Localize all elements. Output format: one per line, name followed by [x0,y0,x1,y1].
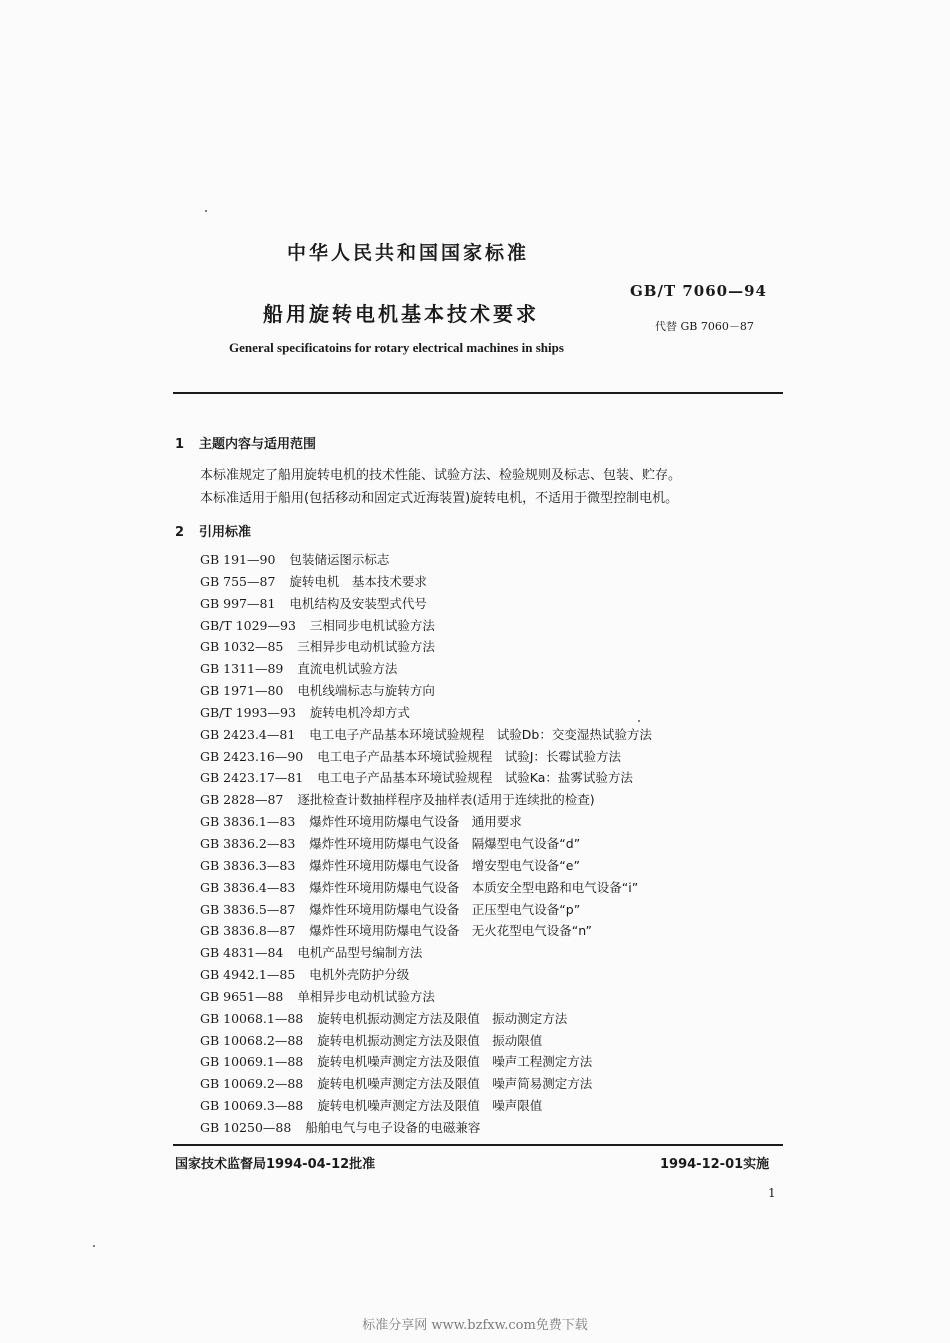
reference-title: 旋转电机噪声测定方法及限值 噪声工程测定方法 [317,1054,593,1070]
reference-code: GB 2423.16—90 [200,748,304,764]
reference-code: GB 10068.1—88 [200,1010,304,1026]
section-2-heading [175,521,251,540]
reference-title: 三相同步电机试验方法 [309,617,435,633]
reference-title: 旋转电机冷却方式 [309,704,410,720]
document-title-cn: 船用旋转电机基本技术要求 [263,302,539,326]
reference-title: 旋转电机振动测定方法及限值 振动限值 [317,1032,543,1048]
reference-item [200,986,652,1008]
reference-item [200,636,652,658]
reference-code: GB 4942.1—85 [200,967,296,983]
implementation-date: 1994-12-01实施 [660,1157,770,1172]
reference-title: 电工电子产品基本环境试验规程 试验Ka：盐雾试验方法 [317,770,633,786]
reference-item [200,702,652,724]
watermark: 标准分享网 www.bzfxw.com免费下载 [362,1318,588,1333]
reference-item [200,1095,652,1117]
reference-title: 电机产品型号编制方法 [297,945,423,961]
reference-title: 单相异步电动机试验方法 [297,988,435,1004]
reference-title: 爆炸性环境用防爆电气设备 本质安全型电路和电气设备“i” [309,879,639,895]
reference-code: GB 10069.2—88 [200,1076,304,1092]
reference-code: GB 2828—87 [200,792,284,808]
reference-code: GB 1311—89 [200,661,284,677]
page-number: 1 [768,1186,776,1200]
reference-item [200,593,652,615]
reference-list [200,549,652,1139]
reference-code: GB 997—81 [200,595,276,611]
section-1-heading [175,433,316,452]
reference-title: 爆炸性环境用防爆电气设备 正压型电气设备“p” [309,901,581,917]
reference-code: GB 755—87 [200,573,276,589]
section-1-paragraph: 本标准规定了船用旋转电机的技术性能、试验方法、检验规则及标志、包装、贮存。 [200,468,682,483]
reference-title: 船舶电气与电子设备的电磁兼容 [305,1119,481,1135]
scan-speck [205,210,207,212]
reference-item [200,746,652,768]
reference-title: 电机外壳防护分级 [309,967,410,983]
reference-item [200,571,652,593]
approval-date: 国家技术监督局1994-04-12批准 [175,1157,376,1172]
reference-code: GB/T 1993—93 [200,704,296,720]
national-standard-heading: 中华人民共和国国家标准 [287,242,530,264]
reference-title: 爆炸性环境用防爆电气设备 无火花型电气设备“n” [309,923,592,939]
reference-item [200,1051,652,1073]
reference-item [200,1073,652,1095]
reference-item [200,942,652,964]
reference-code: GB 3836.8—87 [200,923,296,939]
reference-item [200,724,652,746]
reference-title: 旋转电机振动测定方法及限值 振动测定方法 [317,1010,568,1026]
section-title: 主题内容与适用范围 [199,437,317,452]
reference-code: GB 2423.17—81 [200,770,304,786]
reference-title: 电机结构及安装型式代号 [289,595,427,611]
reference-title: 三相异步电动机试验方法 [297,639,435,655]
reference-code: GB 1032—85 [200,639,284,655]
scan-speck [93,1245,95,1247]
replaces-standard: 代替 GB 7060－87 [655,320,754,333]
reference-item [200,615,652,637]
reference-title: 爆炸性环境用防爆电气设备 隔爆型电气设备“d” [309,835,581,851]
reference-title: 电工电子产品基本环境试验规程 试验Db：交变湿热试验方法 [309,726,652,742]
reference-code: GB 191—90 [200,552,276,567]
reference-code: GB/T 1029—93 [200,617,296,633]
reference-code: GB 3836.3—83 [200,857,296,873]
reference-item [200,1030,652,1052]
reference-code: GB 10069.1—88 [200,1054,304,1070]
reference-item [200,1008,652,1030]
document-title-en: General specificatoins for rotary electrical machines in ships [229,340,564,355]
reference-item [200,789,652,811]
reference-code: GB 4831—84 [200,945,284,961]
reference-title: 爆炸性环境用防爆电气设备 通用要求 [309,814,522,830]
reference-item [200,833,652,855]
reference-code: GB 9651—88 [200,988,284,1004]
reference-code: GB 3836.4—83 [200,879,296,895]
reference-title: 旋转电机噪声测定方法及限值 噪声限值 [317,1098,543,1114]
reference-item [200,811,652,833]
section-number: 2 [175,525,185,540]
reference-code: GB 10250—88 [200,1119,292,1135]
reference-code: GB 2423.4—81 [200,726,296,742]
section-title: 引用标准 [199,525,252,540]
standard-number: GB/T 7060—94 [630,282,767,300]
reference-item [200,658,652,680]
section-1-paragraph: 本标准适用于船用(包括移动和固定式近海装置)旋转电机，不适用于微型控制电机。 [200,491,679,506]
reference-item [200,920,652,942]
reference-code: GB 1971—80 [200,683,284,699]
reference-title: 爆炸性环境用防爆电气设备 增安型电气设备“e” [309,857,580,873]
reference-title: 电机线端标志与旋转方向 [297,683,435,699]
reference-code: GB 3836.2—83 [200,835,296,851]
reference-code: GB 3836.5—87 [200,901,296,917]
reference-title: 电工电子产品基本环境试验规程 试验J：长霉试验方法 [317,748,621,764]
reference-title: 旋转电机 基本技术要求 [289,573,427,589]
reference-code: GB 3836.1—83 [200,814,296,830]
reference-title: 包装储运图示标志 [289,552,390,567]
reference-item [200,680,652,702]
section-number: 1 [175,437,185,452]
reference-item [200,549,652,571]
reference-title: 逐批检查计数抽样程序及抽样表(适用于连续批的检查) [297,792,595,808]
reference-code: GB 10069.3—88 [200,1098,304,1114]
footer-divider [173,1144,783,1146]
reference-item [200,877,652,899]
header-divider [173,392,783,394]
reference-item [200,899,652,921]
reference-item [200,767,652,789]
reference-item [200,1117,652,1139]
reference-title: 旋转电机噪声测定方法及限值 噪声简易测定方法 [317,1076,593,1092]
reference-item [200,964,652,986]
reference-item [200,855,652,877]
reference-code: GB 10068.2—88 [200,1032,304,1048]
reference-title: 直流电机试验方法 [297,661,398,677]
